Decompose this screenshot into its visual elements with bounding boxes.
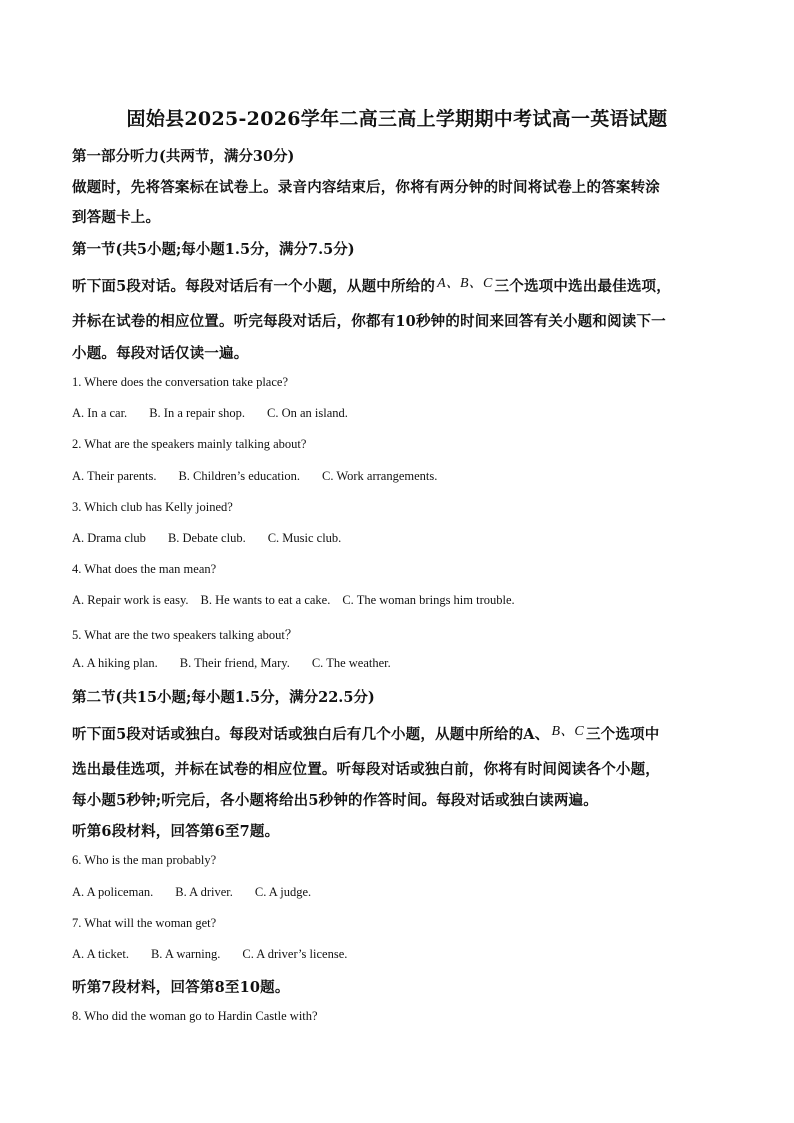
- section2-instr-pre: 听下面5段对话或独白。每段对话或独白后有几个小题，从题中所给的A、: [72, 726, 550, 743]
- section2-heading: 第二节(共15小题;每小题1.5分，满分22.5分): [72, 689, 375, 706]
- part1-heading: 第一部分听力(共两节，满分30分): [72, 148, 295, 165]
- option-c: C. The woman brings him trouble.: [342, 593, 515, 607]
- question-2-options: [72, 469, 459, 484]
- section1-heading: 第一节(共5小题;每小题1.5分，满分7.5分): [72, 241, 355, 258]
- section2-instruction-line3: 每小题5秒钟;听完后，各小题将给出5秒钟的作答时间。每段对话或独白读两遍。: [72, 792, 598, 809]
- option-a: A. In a car.: [72, 406, 128, 420]
- section1-instr-pre: 听下面5段对话。每段对话后有一个小题，从题中所给的: [72, 278, 436, 295]
- option-b: B. A warning.: [150, 947, 221, 961]
- section2-instruction-line1: [72, 723, 659, 744]
- option-c: C. The weather.: [311, 656, 391, 670]
- option-c: C. Work arrangements.: [321, 469, 438, 483]
- section1-instr-post: 三个选项中选出最佳选项，: [494, 278, 671, 295]
- question-5-options: [72, 656, 413, 671]
- question-1: 1. Where does the conversation take place?: [72, 375, 288, 389]
- option-c: C. Music club.: [267, 531, 342, 545]
- question-8: 8. Who did the woman go to Hardin Castle with?: [72, 1009, 318, 1023]
- part1-instruction-line1: 做题时，先将答案标在试卷上。录音内容结束后，你将有两分钟的时间将试卷上的答案转涂: [72, 179, 660, 196]
- section1-instr-abc: A、B、C: [437, 276, 493, 291]
- option-c: C. A driver’s license.: [242, 947, 348, 961]
- question-2: 2. What are the speakers mainly talking about?: [72, 437, 307, 451]
- option-b: B. He wants to eat a cake.: [200, 593, 331, 607]
- option-b: B. Debate club.: [167, 531, 246, 545]
- question-1-options: [72, 406, 370, 421]
- page-title: 固始县2025-2026学年二高三高上学期期中考试高一英语试题: [126, 108, 668, 130]
- option-a: A. Their parents.: [72, 469, 157, 483]
- question-6: 6. Who is the man probably?: [72, 853, 217, 867]
- option-b: B. A driver.: [175, 885, 233, 899]
- section1-instruction-line1: [72, 275, 671, 296]
- question-4-options: [72, 593, 537, 608]
- question-7: 7. What will the woman get?: [72, 916, 217, 930]
- section2-instr-post: 三个选项中: [585, 726, 660, 743]
- option-a: A. Drama club: [72, 531, 146, 545]
- option-b: B. In a repair shop.: [149, 406, 245, 420]
- question-5: 5. What are the two speakers talking about？: [72, 628, 298, 642]
- option-c: C. On an island.: [267, 406, 348, 420]
- question-7-options: [72, 947, 369, 962]
- section2-instr-bc: B、C: [551, 724, 584, 739]
- part1-instruction-line2: 到答题卡上。: [72, 209, 161, 226]
- option-a: A. A hiking plan.: [72, 656, 158, 670]
- material-7-heading: 听第7段材料，回答第8至10题。: [72, 979, 290, 996]
- option-c: C. A judge.: [254, 885, 312, 899]
- section1-instruction-line3: 小题。每段对话仅读一遍。: [72, 345, 249, 362]
- option-a: A. Repair work is easy.: [72, 593, 189, 607]
- question-3-options: [72, 531, 363, 546]
- question-6-options: [72, 885, 333, 900]
- option-a: A. A ticket.: [72, 947, 129, 961]
- section1-instruction-line2: 并标在试卷的相应位置。听完每段对话后，你都有10秒钟的时间来回答有关小题和阅读下一: [72, 313, 666, 330]
- option-b: B. Children’s education.: [178, 469, 300, 483]
- material-6-heading: 听第6段材料，回答第6至7题。: [72, 823, 280, 840]
- option-a: A. A policeman.: [72, 885, 154, 899]
- section2-instruction-line2: 选出最佳选项，并标在试卷的相应位置。听每段对话或独白前，你将有时间阅读各个小题，: [72, 761, 660, 778]
- option-b: B. Their friend, Mary.: [179, 656, 290, 670]
- question-4: 4. What does the man mean?: [72, 562, 217, 576]
- question-3: 3. Which club has Kelly joined?: [72, 500, 233, 514]
